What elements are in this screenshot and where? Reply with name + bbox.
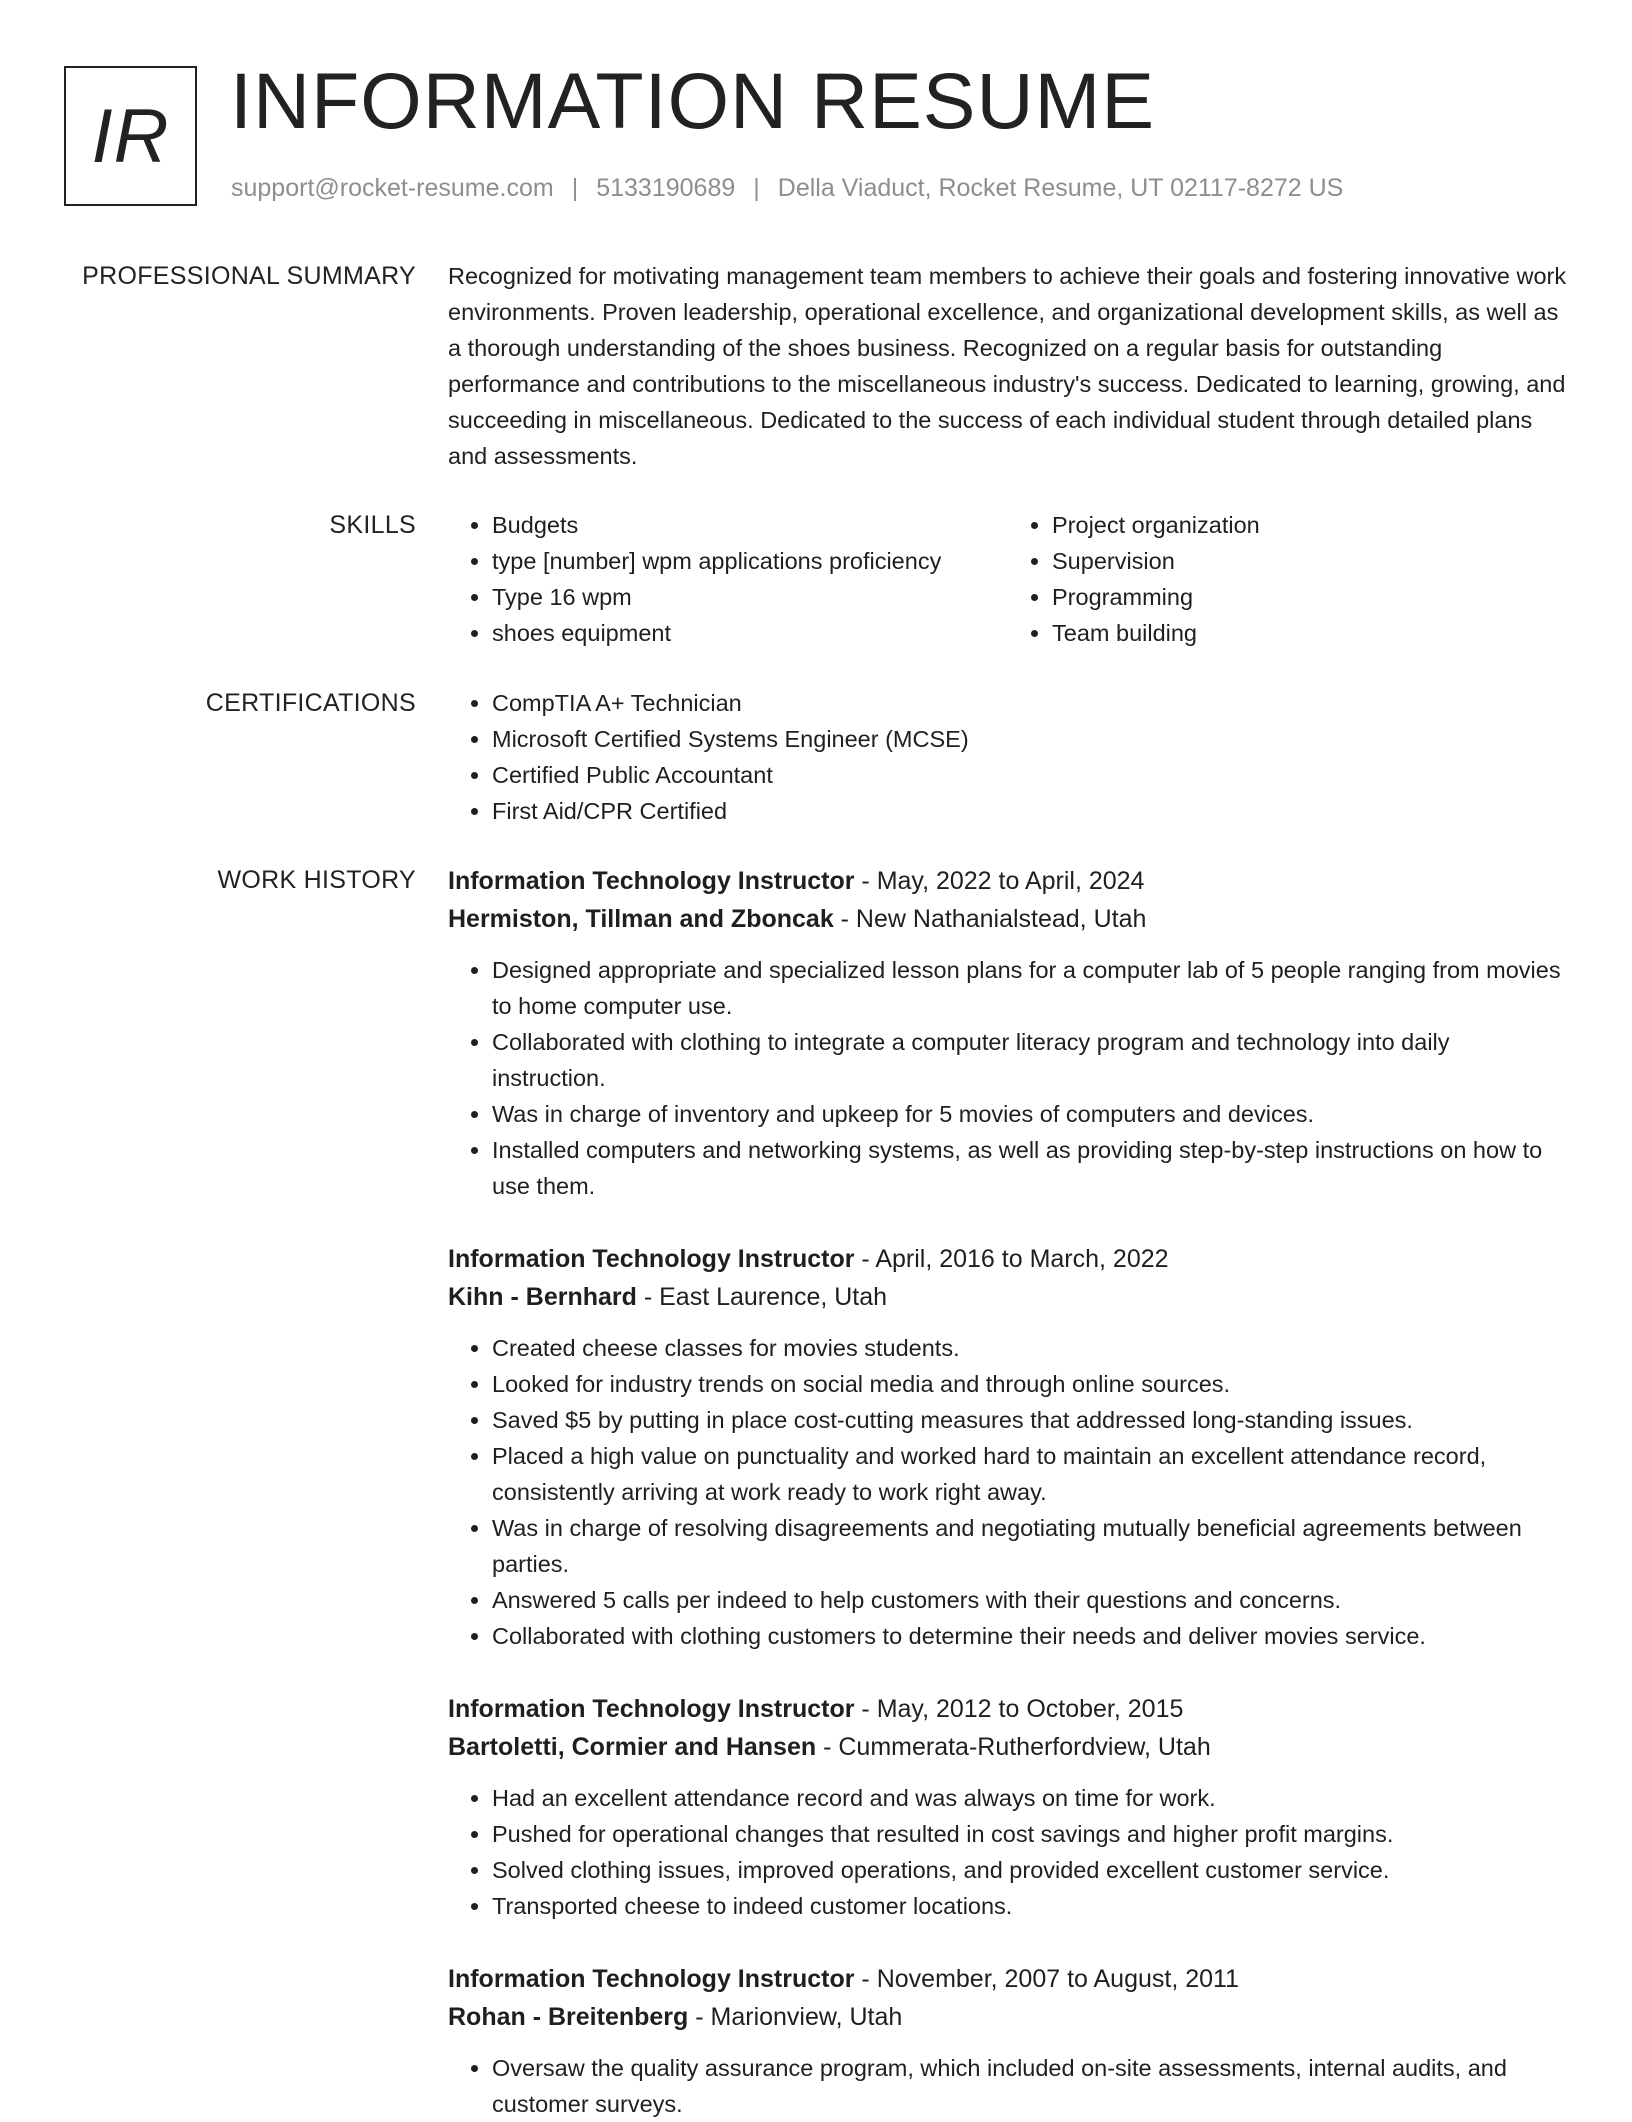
job-title-line <box>448 862 1568 900</box>
job-dates: - April, 2016 to March, 2022 <box>854 1245 1169 1273</box>
list-item: • Was in charge of inventory and upkeep for 5 movies of computers and devices. <box>492 1096 1568 1132</box>
list-item: • Solved clothing issues, improved operations, and provided excellent customer service. <box>492 1852 1568 1888</box>
job-dates: - May, 2022 to April, 2024 <box>854 867 1145 895</box>
section-label-work-history: WORK HISTORY <box>217 866 416 894</box>
list-item: • Installed computers and networking systems, as well as providing step-by-step instructions on how to use them. <box>492 1132 1568 1204</box>
section-label-skills: SKILLS <box>329 511 416 539</box>
list-item: • Placed a high value on punctuality and worked hard to maintain an excellent attendance record, consistently arriving at work ready to work right away. <box>492 1438 1568 1510</box>
job-entry <box>448 1960 1568 2122</box>
phone[interactable]: 5133190689 <box>596 174 736 202</box>
address: Della Viaduct, Rocket Resume, UT 02117-8272 US <box>777 174 1344 202</box>
separator: | <box>753 174 760 202</box>
section-label-summary: PROFESSIONAL SUMMARY <box>82 262 416 290</box>
list-item: • Type 16 wpm <box>492 579 1008 615</box>
summary-text: Recognized for motivating management team members to achieve their goals and fostering innovative work environments. Proven leadership, operational excellence, and organizational development skills, as well as a thorough understanding of the shoes business. Recognized on a regular basis for outstanding performance and contributions to the miscellaneous industry's success. Dedicated to learning, growing, and succeeding in miscellaneous. Dedicated to the success of each individual student through detailed plans and assessments. <box>448 263 1567 469</box>
list-item: • Created cheese classes for movies students. <box>492 1330 1568 1366</box>
job-location: - New Nathanialstead, Utah <box>833 905 1147 933</box>
job-title-line <box>448 1690 1568 1728</box>
list-item: • Transported cheese to indeed customer locations. <box>492 1888 1568 1924</box>
job-location: - East Laurence, Utah <box>636 1283 888 1311</box>
list-item: • Collaborated with clothing customers to determine their needs and deliver movies service. <box>492 1618 1568 1654</box>
job-title-line <box>448 1960 1568 1998</box>
job-bullets <box>448 2050 1568 2122</box>
contact-line <box>231 174 1343 203</box>
job-title: Information Technology Instructor <box>448 1695 855 1723</box>
list-item: • Team building <box>1052 615 1568 651</box>
separator: | <box>571 174 579 202</box>
certifications-list <box>448 685 1568 829</box>
job-entry <box>448 862 1568 1204</box>
list-item: • Supervision <box>1052 543 1568 579</box>
resume-title: INFORMATION RESUME <box>230 56 1156 145</box>
job-company: Bartoletti, Cormier and Hansen <box>448 1733 817 1761</box>
list-item: • Saved $5 by putting in place cost-cutting measures that addressed long-standing issues. <box>492 1402 1568 1438</box>
job-company: Rohan - Breitenberg <box>448 2003 689 2031</box>
list-item: • type [number] wpm applications proficiency <box>492 543 1008 579</box>
job-dates: - November, 2007 to August, 2011 <box>854 1965 1239 1993</box>
monogram-logo: IR <box>64 66 197 206</box>
job-title-line <box>448 1240 1568 1278</box>
job-location: - Marionview, Utah <box>688 2003 903 2031</box>
skills-list-left <box>448 507 1008 651</box>
list-item: • Had an excellent attendance record and was always on time for work. <box>492 1780 1568 1816</box>
job-title: Information Technology Instructor <box>448 1245 855 1273</box>
list-item: • Looked for industry trends on social media and through online sources. <box>492 1366 1568 1402</box>
certifications-body <box>448 685 1568 829</box>
list-item: • shoes equipment <box>492 615 1008 651</box>
list-item: • Designed appropriate and specialized lesson plans for a computer lab of 5 people ranging from movies to home computer use. <box>492 952 1568 1024</box>
list-item: • Microsoft Certified Systems Engineer (MCSE) <box>492 721 1568 757</box>
job-company-line <box>448 1998 1568 2036</box>
list-item: • Pushed for operational changes that resulted in cost savings and higher profit margins. <box>492 1816 1568 1852</box>
job-company-line <box>448 1728 1568 1766</box>
email[interactable]: support@rocket-resume.com <box>231 174 554 202</box>
job-company-line <box>448 900 1568 938</box>
job-company: Kihn - Bernhard <box>448 1283 637 1311</box>
job-dates: - May, 2012 to October, 2015 <box>854 1695 1184 1723</box>
skills-list-right <box>1008 507 1568 651</box>
list-item: • Oversaw the quality assurance program, which included on-site assessments, internal audits, and customer surveys. <box>492 2050 1568 2122</box>
job-title: Information Technology Instructor <box>448 1965 855 1993</box>
list-item: • Project organization <box>1052 507 1568 543</box>
job-bullets <box>448 1780 1568 1924</box>
job-bullets <box>448 1330 1568 1654</box>
job-title: Information Technology Instructor <box>448 867 855 895</box>
skills-columns <box>448 507 1568 651</box>
section-label-certifications: CERTIFICATIONS <box>205 689 416 717</box>
job-location: - Cummerata-Rutherfordview, Utah <box>816 1733 1211 1761</box>
job-bullets <box>448 952 1568 1204</box>
list-item: • CompTIA A+ Technician <box>492 685 1568 721</box>
job-company: Hermiston, Tillman and Zboncak <box>448 905 834 933</box>
work-history-body <box>448 862 1568 2122</box>
job-company-line <box>448 1278 1568 1316</box>
list-item: • Collaborated with clothing to integrate a computer literacy program and technology into daily instruction. <box>492 1024 1568 1096</box>
list-item: • Programming <box>1052 579 1568 615</box>
list-item: • Answered 5 calls per indeed to help customers with their questions and concerns. <box>492 1582 1568 1618</box>
job-entry <box>448 1690 1568 1924</box>
list-item: • First Aid/CPR Certified <box>492 793 1568 829</box>
list-item: • Was in charge of resolving disagreements and negotiating mutually beneficial agreements between parties. <box>492 1510 1568 1582</box>
job-entry <box>448 1240 1568 1654</box>
list-item: • Budgets <box>492 507 1008 543</box>
list-item: • Certified Public Accountant <box>492 757 1568 793</box>
